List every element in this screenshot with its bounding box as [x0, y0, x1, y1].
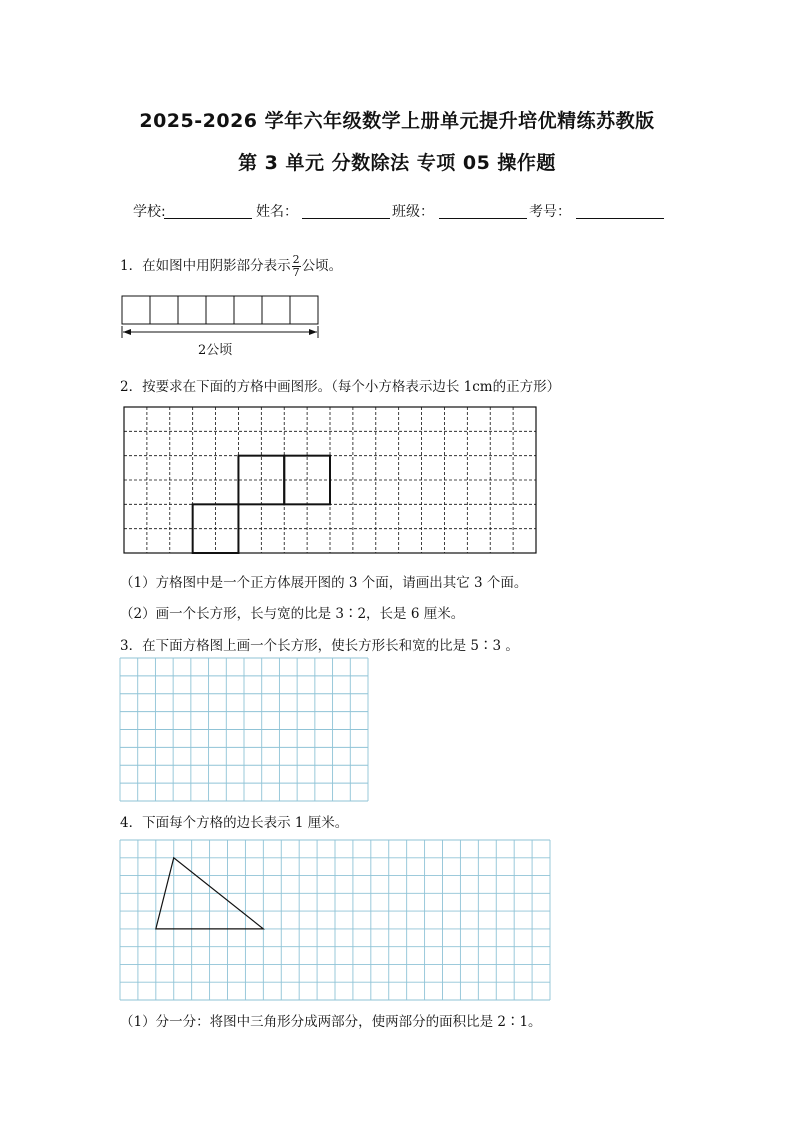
question-2-sub-2: （2）画一个长方形，长与宽的比是 3∶2，长是 6 厘米。: [120, 606, 465, 622]
field-label-school: 学校:: [133, 204, 166, 220]
question-1-prefix: 1．在如图中用阴影部分表示: [120, 258, 291, 274]
question-4-sub-1: （1）分一分：将图中三角形分成两部分，使两部分的面积比是 2∶1。: [120, 1014, 542, 1030]
question-1-bar-label: 2公顷: [198, 343, 233, 358]
title-line-1: 2025-2026 学年六年级数学上册单元提升培优精练苏教版: [139, 110, 655, 132]
question-3-text: 3．在下面方格图上画一个长方形，使长方形长和宽的比是 5∶3 。: [120, 638, 519, 654]
fraction-denominator: 7: [292, 266, 300, 279]
question-2-text: 2．按要求在下面的方格中画图形。（每个小方格表示边长 1cm的正方形）: [120, 379, 561, 395]
field-label-exam-no: 考号：: [529, 204, 571, 220]
question-4-text: 4．下面每个方格的边长表示 1 厘米。: [120, 815, 349, 831]
field-label-class: 班级：: [392, 204, 434, 220]
field-label-name: 姓名：: [256, 204, 298, 220]
fraction-numerator: 2: [292, 253, 300, 266]
title-line-2: 第 3 单元 分数除法 专项 05 操作题: [238, 152, 556, 174]
question-1-suffix: 公顷。: [301, 258, 343, 274]
question-2-sub-1: （1）方格图中是一个正方体展开图的 3 个面，请画出其它 3 个面。: [120, 575, 528, 591]
